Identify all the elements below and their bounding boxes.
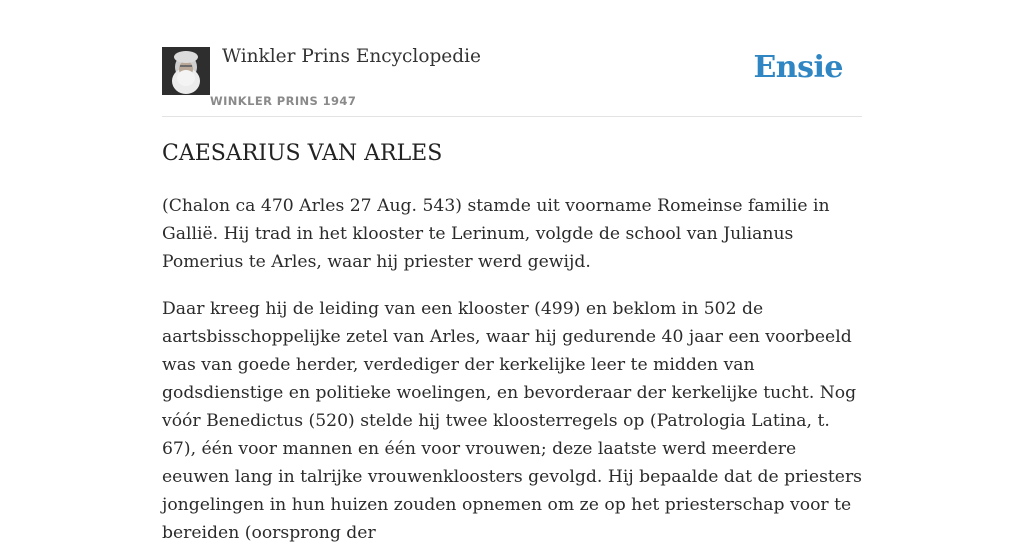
source-avatar[interactable] — [162, 47, 210, 95]
header — [162, 0, 862, 117]
article-paragraph-1: (Chalon ca 470 Arles 27 Aug. 543) stamde uit voorname Romeinse familie in Gallië. Hij trad in het klooster te Lerinum, volgde de school van Julianus Pomerius te Arles, waar hij priester werd gewijd. — [162, 196, 830, 272]
brand-logo[interactable]: Ensie — [753, 50, 843, 85]
page — [162, 0, 863, 543]
bearded-man-portrait-icon — [162, 47, 210, 95]
article-paragraph-2: Daar kreeg hij de leiding van een klooster (499) en beklom in 502 de aartsbisschoppelijke zetel van Arles, waar hij gedurende 40 jaar een voorbeeld was van goede herder, verdediger der kerkelijke leer te midden van godsdienstige en politieke woelingen, en bevorderaar der kerkelijke tucht. Nog vóór Benedictus (520) stelde hij twee kloosterregels op (Patrologia Latina, t. 67), één voor mannen en één voor vrouwen; deze laatste werd meerdere eeuwen lang in talrijke vrouwenkloosters gevolgd. Hij bepaalde dat de priesters jongelingen in hun huizen zouden opnemen om ze op het priesterschap voor te bereiden (oorsprong der — [162, 299, 863, 543]
source-title-link[interactable]: Winkler Prins Encyclopedie — [222, 46, 481, 67]
source-subtitle: WINKLER PRINS 1947 — [210, 94, 357, 108]
article-title: CAESARIUS VAN ARLES — [162, 141, 443, 166]
